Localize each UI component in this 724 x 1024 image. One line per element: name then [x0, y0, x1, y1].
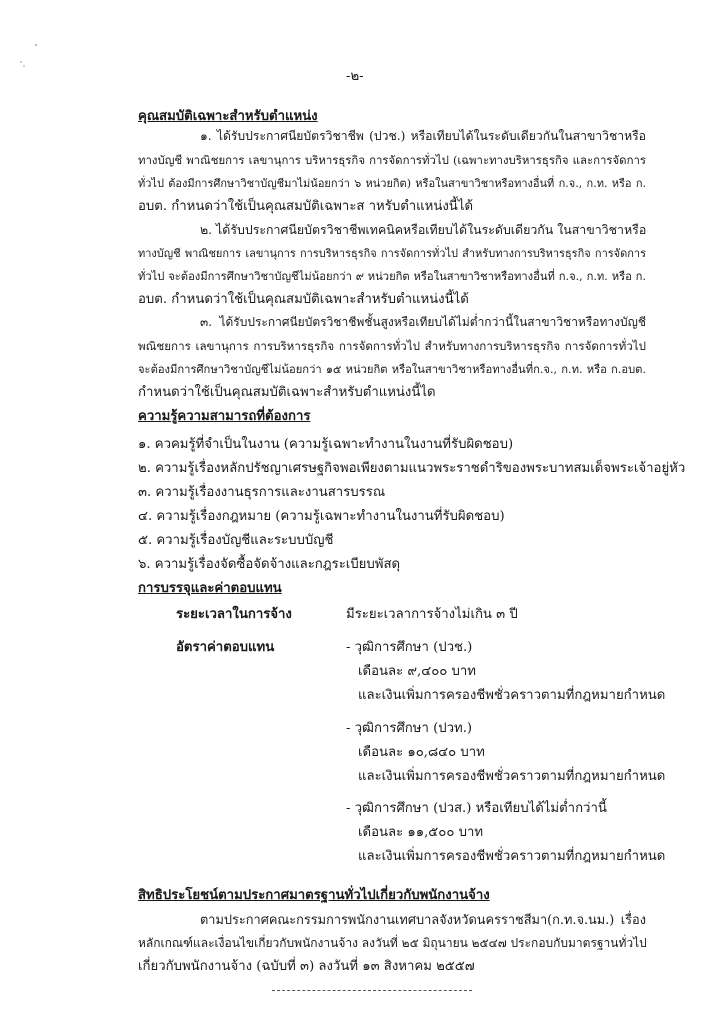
qualification-2-line-2: ทางบัญชี พาณิชยการ เลขานุการ การบริหารธุรกิจ การจัดการทั่วไป สำหรับทางการบริหารธุรกิจ การจัดการ: [138, 247, 646, 260]
tier-2-salary: เดือนละ ๑๐,๘๔๐ บาท: [358, 745, 485, 760]
knowledge-item-6: ๖. ความรู้เรื่องจัดซื้อจัดจ้างและกฎระเบียบพัสดุ: [138, 557, 401, 572]
qualification-1-line-3: ทั่วไป ต้องมีการศึกษาวิชาบัญชีมาไม่น้อยกว่า ๖ หน่วยกิต) หรือในสาขาวิชาหรือทางอื่นที่ ก.จ., ก.ท. หรือ ก.: [138, 177, 646, 190]
qualification-3-line-4: กำหนดว่าใช้เป็นคุณสมบัติเฉพาะสำหรับตำแหน่งนี้ได: [138, 385, 436, 400]
tier-1-extra: และเงินเพิ่มการครองชีพชั่วคราวตามที่กฎหมายกำหนด: [358, 688, 666, 703]
qualification-2-line-1: ๒. ได้รับประกาศนียบัตรวิชาชีพเทคนิคหรือเทียบได้ในระดับเดียวกัน ในสาขาวิชาหรือ: [200, 222, 647, 237]
duration-label: ระยะเวลาในการจ้าง: [176, 607, 292, 622]
qualification-2-line-3: ทั่วไป จะต้องมีการศึกษาวิชาบัญชีไม่น้อยกว่า ๙ หน่วยกิต หรือในสาขาวิชาหรือทางอื่นที่ ก.จ., ก.ท. หรือ ก.: [138, 270, 646, 283]
end-divider: [272, 990, 472, 991]
tier-3-extra: และเงินเพิ่มการครองชีพชั่วคราวตามที่กฎหมายกำหนด: [358, 849, 666, 864]
qualification-1-line-2: ทางบัญชี พาณิชยการ เลขานุการ บริหารธุรกิจ การจัดการทั่วไป (เฉพาะทางบริหารธุรกิจ และการจัดการ: [138, 153, 646, 167]
duration-value: มีระยะเวลาการจ้างไม่เกิน ๓ ปี: [346, 607, 518, 622]
tier-1-salary: เดือนละ ๙,๔๐๐ บาท: [358, 664, 476, 679]
knowledge-heading: ความรู้ความสามารถที่ต้องการ: [138, 409, 311, 424]
benefits-line-3: เกี่ยวกับพนักงานจ้าง (ฉบับที่ ๓) ลงวันที่ ๑๓ สิงหาคม ๒๕๕๗: [138, 959, 475, 974]
benefits-heading: สิทธิประโยชน์ตามประกาศมาตรฐานทั่วไปเกี่ยวกับพนักงานจ้าง: [138, 888, 490, 903]
qualification-3-line-3: จะต้องมีการศึกษาวิชาบัญชีไม่น้อยกว่า ๑๕ หน่วยกิต หรือในสาขาวิชาหรือทางอื่นที่ก.จ., ก.ท. หรือ ก.อบต.: [138, 363, 646, 376]
qualification-2-line-4: อบต. กำหนดว่าใช้เป็นคุณสมบัติเฉพาะสำหรับตำแหน่งนี้ได้: [138, 292, 469, 307]
tier-2-extra: และเงินเพิ่มการครองชีพชั่วคราวตามที่กฎหมายกำหนด: [358, 769, 666, 784]
tier-2-level: - วุฒิการศึกษา (ปวท.): [346, 721, 473, 736]
qualifications-heading: คุณสมบัติเฉพาะสำหรับตำแหน่ง: [138, 109, 318, 124]
knowledge-item-3: ๓. ความรู้เรื่องงานธุรการและงานสารบรรณ: [138, 485, 386, 500]
qualification-3-line-1: ๓. ได้รับประกาศนียบัตรวิชาชีพชั้นสูงหรือเทียบได้ไม่ต่ำกว่านี้ในสาขาวิชาหรือทางบัญชี: [200, 315, 646, 329]
benefits-line-1: ตามประกาศคณะกรรมการพนักงานเทศบาลจังหวัดนครราชสีมา(ก.ท.จ.นม.) เรื่อง: [200, 913, 646, 928]
qualification-1-line-1: ๑. ได้รับประกาศนียบัตรวิชาชีพ (ปวช.) หรือเทียบได้ในระดับเดียวกันในสาขาวิชาหรือ: [200, 129, 646, 143]
pay-label: อัตราค่าตอบแทน: [176, 640, 275, 655]
page-number: -๒-: [346, 69, 364, 84]
knowledge-item-5: ๕. ความรู้เรื่องบัญชีและระบบบัญชี: [138, 533, 334, 548]
knowledge-item-1: ๑. ควคมรู้ที่จำเป็นในงาน (ความรู้เฉพาะทำงานในงานที่รับผิดชอบ): [138, 437, 514, 452]
tier-1-level: - วุฒิการศึกษา (ปวช.): [346, 640, 473, 655]
employment-heading: การบรรจุและค่าตอบแทน: [138, 581, 282, 596]
knowledge-item-2: ๒. ความรู้เรื่องหลักปรัชญาเศรษฐกิจพอเพียงตามแนวพระราชดำริของพระบาทสมเด็จพระเจ้าอยู่หัว: [138, 461, 686, 476]
qualification-1-line-4: อบต. กำหนดว่าใช้เป็นคุณสมบัติเฉพาะส าหรับตำแหน่งนี้ได้: [138, 199, 474, 214]
benefits-line-2: หลักเกณฑ์และเงื่อนไขเกี่ยวกับพนักงานจ้าง ลงวันที่ ๒๕ มิถุนายน ๒๕๔๗ ประกอบกับมาตรฐานทั่วไป: [138, 936, 647, 950]
tier-3-salary: เดือนละ ๑๑,๕๐๐ บาท: [358, 825, 484, 840]
knowledge-item-4: ๔. ความรู้เรื่องกฎหมาย (ความรู้เฉพาะทำงานในงานที่รับผิดชอบ): [138, 509, 505, 524]
tier-3-level: - วุฒิการศึกษา (ปวส.) หรือเทียบได้ไม่ต่ำกว่านี้: [346, 801, 607, 816]
qualification-3-line-2: พณิชยการ เลขานุการ การบริหารธุรกิจ การจัดการทั่วไป สำหรับทางการบริหารธุรกิจ การจัดการทั่วไป: [138, 339, 646, 353]
scan-specks: [18, 42, 58, 82]
